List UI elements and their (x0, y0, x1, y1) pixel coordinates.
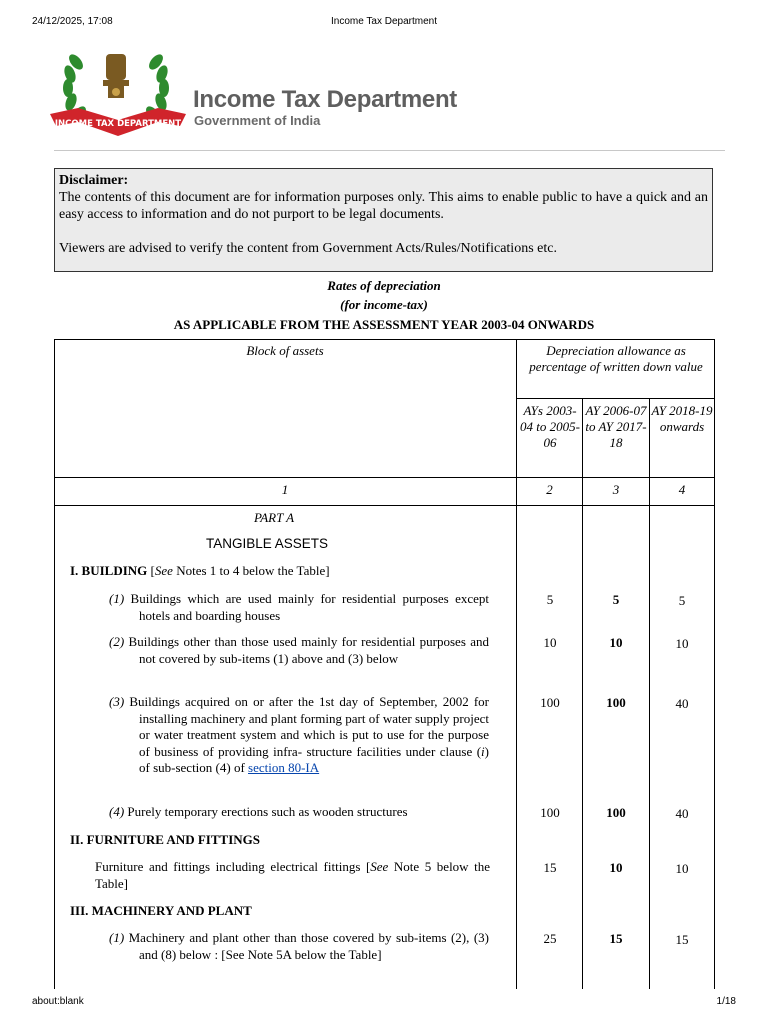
item-number: (1) (109, 591, 125, 606)
item-number: (3) (109, 694, 125, 709)
machinery-item-1 (109, 930, 489, 963)
rate-2018: 10 (675, 636, 689, 651)
item-number: (2) (109, 634, 125, 649)
print-page-title: Income Tax Department (331, 16, 437, 27)
item-text: Machinery and plant other than those covered by sub-items (2), (3) and (8) below : [See Note 5A below the Table] (128, 930, 489, 962)
header-ay-2018-onwards: AY 2018-19 onwards (651, 403, 713, 434)
rate-2003: 25 (543, 931, 557, 946)
section-building (70, 563, 330, 579)
header-divider (54, 150, 725, 151)
item-text-b: ) of sub-section (4) of (139, 743, 489, 775)
section-building-bracket: [ (150, 563, 155, 578)
section-machinery: III. MACHINERY AND PLANT (70, 903, 252, 918)
rate-2018: 10 (675, 861, 689, 876)
rate-2018: 40 (675, 696, 689, 711)
section-80-ia-link[interactable]: section 80-IA (248, 760, 320, 775)
section-furniture: II. FURNITURE AND FITTINGS (70, 832, 260, 847)
income-tax-logo (48, 42, 190, 142)
header-block-of-assets: Block of assets (246, 343, 324, 358)
section-building-note: Notes 1 to 4 below the Table] (176, 563, 330, 578)
col-number-1: 1 (281, 482, 289, 497)
section-building-see: See (154, 563, 173, 578)
doc-title-assessment-year: AS APPLICABLE FROM THE ASSESSMENT YEAR 2003-04 ONWARDS (173, 317, 595, 332)
rate-2018: 15 (675, 932, 689, 947)
rate-2003: 100 (540, 805, 560, 820)
building-item-2 (109, 634, 489, 667)
furniture-item (95, 859, 490, 892)
furniture-see: See (370, 859, 389, 874)
svg-text:INCOME TAX DEPARTMENT: INCOME TAX DEPARTMENT (54, 119, 182, 129)
disclaimer-heading: Disclaimer: (59, 173, 129, 188)
doc-title-rates: Rates of depreciation (327, 278, 441, 293)
rate-2003: 100 (540, 695, 560, 710)
header-ay-2003-06: AYs 2003-04 to 2005-06 (520, 403, 580, 450)
header-ay-2006-18: AY 2006-07 to AY 2017-18 (585, 403, 647, 450)
print-footer (0, 996, 768, 1012)
brand-subtitle: Government of India (194, 113, 321, 128)
section-building-label: I. BUILDING (70, 563, 148, 578)
col-number-3: 3 (612, 482, 620, 497)
col-number-2: 2 (546, 482, 553, 497)
item-number: (1) (109, 930, 125, 945)
col-number-4: 4 (678, 482, 686, 497)
building-item-4 (109, 804, 489, 821)
rate-2006: 15 (609, 931, 623, 946)
rate-2003: 5 (546, 592, 554, 607)
print-page-number: 1/18 (716, 996, 736, 1007)
item-text-a: Buildings acquired on or after the 1st day of September, 2002 for installing machinery and plant forming part of water supply project or water treatment system and which is put to use for the purpose of business of providing infra- structure facilities under clause ( (129, 694, 490, 759)
furniture-desc-a: Furniture and fittings including electrical fittings [ (95, 859, 371, 874)
rate-2006: 10 (609, 635, 623, 650)
building-item-1 (109, 591, 489, 624)
item-number: (4) (109, 804, 125, 819)
emblem-icon (48, 42, 190, 142)
part-title: TANGIBLE ASSETS (206, 536, 329, 551)
header-depreciation-rate: Depreciation allowance as percentage of written down value (529, 343, 703, 374)
building-item-3 (109, 694, 489, 777)
disclaimer-para-2: Viewers are advised to verify the content from Government Acts/Rules/Notifications etc. (59, 241, 557, 256)
rate-2006: 10 (609, 860, 623, 875)
rate-2003: 10 (543, 635, 557, 650)
item-text-clause: i (481, 743, 485, 759)
item-text: Purely temporary erections such as wooden structures (127, 804, 408, 819)
furniture-desc-b: Note 5 below the Table] (95, 859, 491, 891)
part-label: PART A (253, 510, 295, 525)
rate-2003: 15 (543, 860, 557, 875)
rate-2006: 5 (612, 592, 620, 607)
doc-title-income-tax: (for income-tax) (340, 297, 428, 312)
rate-2006: 100 (606, 695, 626, 710)
disclaimer-para-1: The contents of this document are for information purposes only. This aims to enable public to have a quick and an easy access to information and do not purport to be legal documents. (59, 190, 708, 222)
rate-2018: 40 (675, 806, 689, 821)
print-header (0, 16, 768, 32)
item-text: Buildings which are used mainly for residential purposes except hotels and boarding houses (130, 591, 489, 623)
disclaimer-box (54, 168, 713, 272)
print-timestamp: 24/12/2025, 17:08 (32, 16, 113, 27)
item-text: Buildings other than those used mainly for residential purposes and not covered by sub-items (1) above and (3) below (128, 634, 490, 666)
rate-2006: 100 (606, 805, 626, 820)
print-url: about:blank (32, 996, 84, 1007)
rate-2018: 5 (678, 593, 686, 608)
brand-title: Income Tax Department (193, 86, 457, 113)
